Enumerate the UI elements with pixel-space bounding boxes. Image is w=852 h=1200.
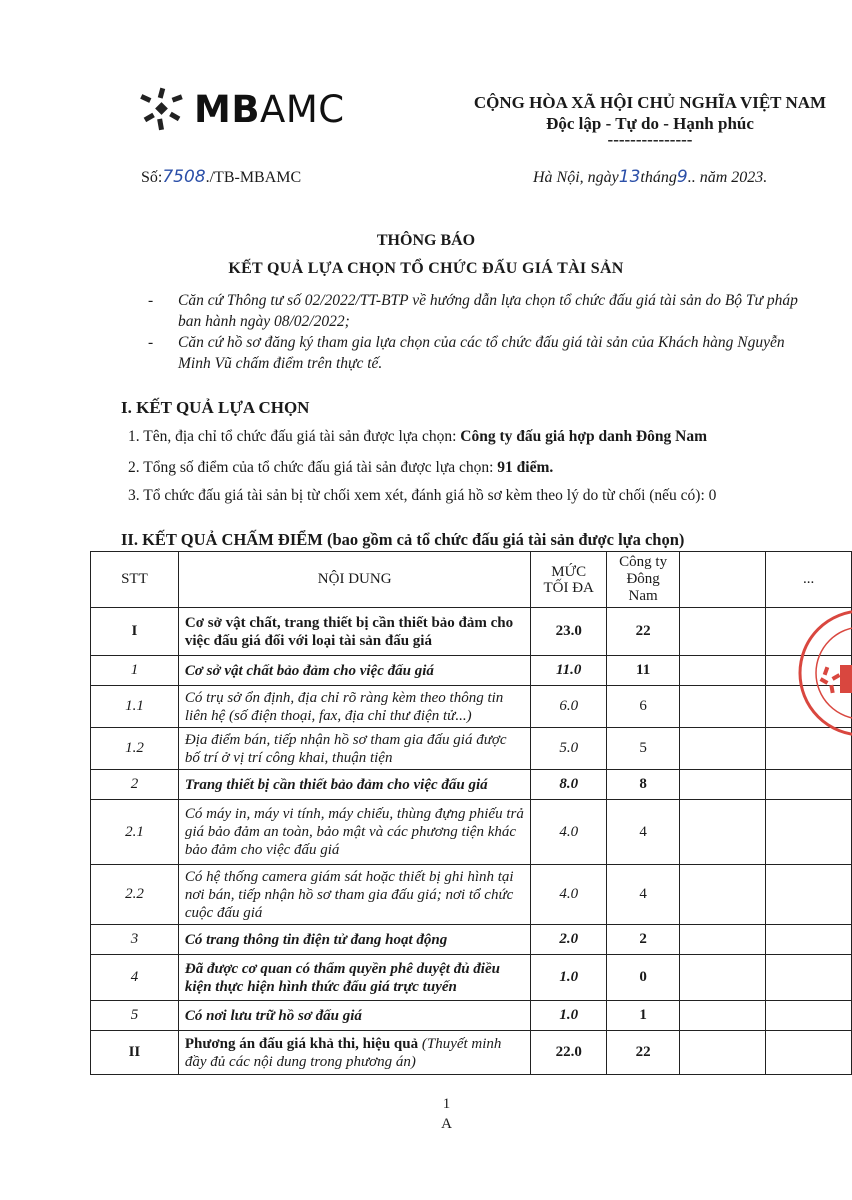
section-1-heading: I. KẾT QUẢ LỰA CHỌN <box>121 398 310 417</box>
score-table <box>90 551 852 1075</box>
row-max-score: 8.0 <box>531 770 606 800</box>
document-subtitle: KẾT QUẢ LỰA CHỌN TỔ CHỨC ĐẤU GIÁ TÀI SẢN <box>228 260 624 277</box>
row-extra-1 <box>680 1001 766 1031</box>
row-company-score: 6 <box>606 686 679 728</box>
handwritten-month: 9 <box>676 167 688 187</box>
row-extra-1 <box>680 865 766 925</box>
row-extra-1 <box>680 800 766 865</box>
table-row <box>91 608 852 656</box>
row-content: Có trụ sở ổn định, địa chỉ rõ ràng kèm theo thông tin liên hệ (số điện thoại, fax, địa chỉ thư điện tử...) <box>178 686 531 728</box>
table-row <box>91 728 852 770</box>
row-max-score: 23.0 <box>531 608 606 656</box>
row-company-score: 4 <box>606 800 679 865</box>
row-content: Cơ sở vật chất bảo đảm cho việc đấu giá <box>178 656 531 686</box>
table-row <box>91 800 852 865</box>
row-content: Có trang thông tin điện tử đang hoạt động <box>178 925 531 955</box>
star-logo-icon <box>138 86 186 132</box>
header-extra-1 <box>680 552 766 608</box>
place-date: Hà Nội, ngày13tháng9.. năm 2023. <box>533 167 768 187</box>
row-stt: 2.2 <box>91 865 179 925</box>
row-stt: 2.1 <box>91 800 179 865</box>
table-row <box>91 686 852 728</box>
nation-name: CỘNG HÒA XÃ HỘI CHỦ NGHĨA VIỆT NAM <box>473 93 827 112</box>
table-row <box>91 770 852 800</box>
row-content: Đã được cơ quan có thẩm quyền phê duyệt đủ điều kiện thực hiện hình thức đấu giá trực tuyến <box>178 955 531 1001</box>
row-company-score: 1 <box>606 1001 679 1031</box>
row-extra-2 <box>766 955 852 1001</box>
row-company-score: 22 <box>606 608 679 656</box>
row-extra-1 <box>680 686 766 728</box>
section-2-heading: II. KẾT QUẢ CHẤM ĐIỂM (bao gồm cả tổ chức đấu giá tài sản được lựa chọn) <box>121 530 685 549</box>
row-content: Có hệ thống camera giám sát hoặc thiết bị ghi hình tại nơi bán, tiếp nhận hồ sơ tham gia đấu giá; nơi tổ chức cuộc đấu giá <box>178 865 531 925</box>
header-content: NỘI DUNG <box>178 552 531 608</box>
row-max-score: 22.0 <box>531 1031 606 1075</box>
row-content: Phương án đấu giá khả thi, hiệu quả (Thuyết minh đầy đủ các nội dung trong phương án) <box>178 1031 531 1075</box>
row-stt: I <box>91 608 179 656</box>
section-1-item-1: 1. Tên, địa chỉ tổ chức đấu giá tài sản được lựa chọn: Công ty đấu giá hợp danh Đông Nam <box>128 428 708 445</box>
row-extra-1 <box>680 608 766 656</box>
nation-rule: --------------- <box>607 130 693 149</box>
header-company: Công ty Đông Nam <box>606 552 679 608</box>
row-stt: 4 <box>91 955 179 1001</box>
header-max: MỨC TỐI ĐA <box>531 552 606 608</box>
document-number: Số:7508./TB-MBAMC <box>141 167 302 187</box>
row-max-score: 5.0 <box>531 728 606 770</box>
row-extra-2 <box>766 1001 852 1031</box>
handwritten-number: 7508 <box>162 167 206 187</box>
row-stt: 5 <box>91 1001 179 1031</box>
nation-motto: Độc lập - Tự do - Hạnh phúc <box>546 114 754 133</box>
table-header-row <box>91 552 852 608</box>
table-row <box>91 656 852 686</box>
red-seal-stamp <box>792 603 852 743</box>
row-content: Trang thiết bị cần thiết bảo đảm cho việc đấu giá <box>178 770 531 800</box>
handwritten-day: 13 <box>618 167 641 187</box>
table-row <box>91 955 852 1001</box>
logo-wordmark: MBAMC <box>194 87 345 131</box>
page-mark: A <box>441 1116 452 1132</box>
row-company-score: 4 <box>606 865 679 925</box>
row-extra-2 <box>766 800 852 865</box>
row-content: Cơ sở vật chất, trang thiết bị cần thiết bảo đảm cho việc đấu giá đối với loại tài sản đấu giá <box>178 608 531 656</box>
header-stt: STT <box>91 552 179 608</box>
row-max-score: 4.0 <box>531 800 606 865</box>
header-extra-2: ... <box>766 552 852 608</box>
row-company-score: 11 <box>606 656 679 686</box>
row-stt: 1.1 <box>91 686 179 728</box>
national-heading <box>450 92 850 149</box>
basis-item-2: - Căn cứ hồ sơ đăng ký tham gia lựa chọn của các tổ chức đấu giá tài sản của Khách hàng Nguyễn Minh Vũ chấm điểm trên thực tế. <box>148 334 785 372</box>
row-stt: 3 <box>91 925 179 955</box>
document-title: THÔNG BÁO <box>376 232 476 249</box>
row-stt: II <box>91 1031 179 1075</box>
row-stt: 2 <box>91 770 179 800</box>
row-max-score: 1.0 <box>531 1001 606 1031</box>
row-extra-2 <box>766 770 852 800</box>
row-extra-1 <box>680 728 766 770</box>
table-row <box>91 1001 852 1031</box>
row-company-score: 22 <box>606 1031 679 1075</box>
row-content: Có nơi lưu trữ hồ sơ đấu giá <box>178 1001 531 1031</box>
row-company-score: 5 <box>606 728 679 770</box>
row-company-score: 2 <box>606 925 679 955</box>
row-stt: 1 <box>91 656 179 686</box>
section-1-item-2: 2. Tổng số điểm của tổ chức đấu giá tài sản được lựa chọn: 91 điểm. <box>128 459 554 476</box>
row-content: Có máy in, máy vi tính, máy chiếu, thùng đựng phiếu trả giá bảo đảm an toàn, bảo mật và các phương tiện khác bảo đảm cho việc đấu giá <box>178 800 531 865</box>
table-row <box>91 1031 852 1075</box>
row-max-score: 2.0 <box>531 925 606 955</box>
row-extra-1 <box>680 1031 766 1075</box>
row-extra-2 <box>766 925 852 955</box>
page-footer <box>0 1094 852 1134</box>
table-row <box>91 925 852 955</box>
row-extra-1 <box>680 770 766 800</box>
row-max-score: 11.0 <box>531 656 606 686</box>
row-company-score: 8 <box>606 770 679 800</box>
row-extra-1 <box>680 955 766 1001</box>
row-content: Địa điểm bán, tiếp nhận hồ sơ tham gia đấu giá được bố trí ở vị trí công khai, thuận tiện <box>178 728 531 770</box>
row-extra-1 <box>680 925 766 955</box>
company-logo <box>138 86 345 132</box>
basis-item-1: - Căn cứ Thông tư số 02/2022/TT-BTP về hướng dẫn lựa chọn tổ chức đấu giá tài sản do Bộ Tư pháp ban hành ngày 08/02/2022; <box>148 292 798 330</box>
page-number: 1 <box>442 1096 451 1112</box>
row-max-score: 6.0 <box>531 686 606 728</box>
row-max-score: 1.0 <box>531 955 606 1001</box>
row-max-score: 4.0 <box>531 865 606 925</box>
row-extra-2 <box>766 1031 852 1075</box>
row-extra-2 <box>766 865 852 925</box>
row-company-score: 0 <box>606 955 679 1001</box>
section-1-item-3: 3. Tổ chức đấu giá tài sản bị từ chối xem xét, đánh giá hồ sơ kèm theo lý do từ chối (nếu có): 0 <box>128 487 717 504</box>
row-extra-1 <box>680 656 766 686</box>
table-row <box>91 865 852 925</box>
row-stt: 1.2 <box>91 728 179 770</box>
